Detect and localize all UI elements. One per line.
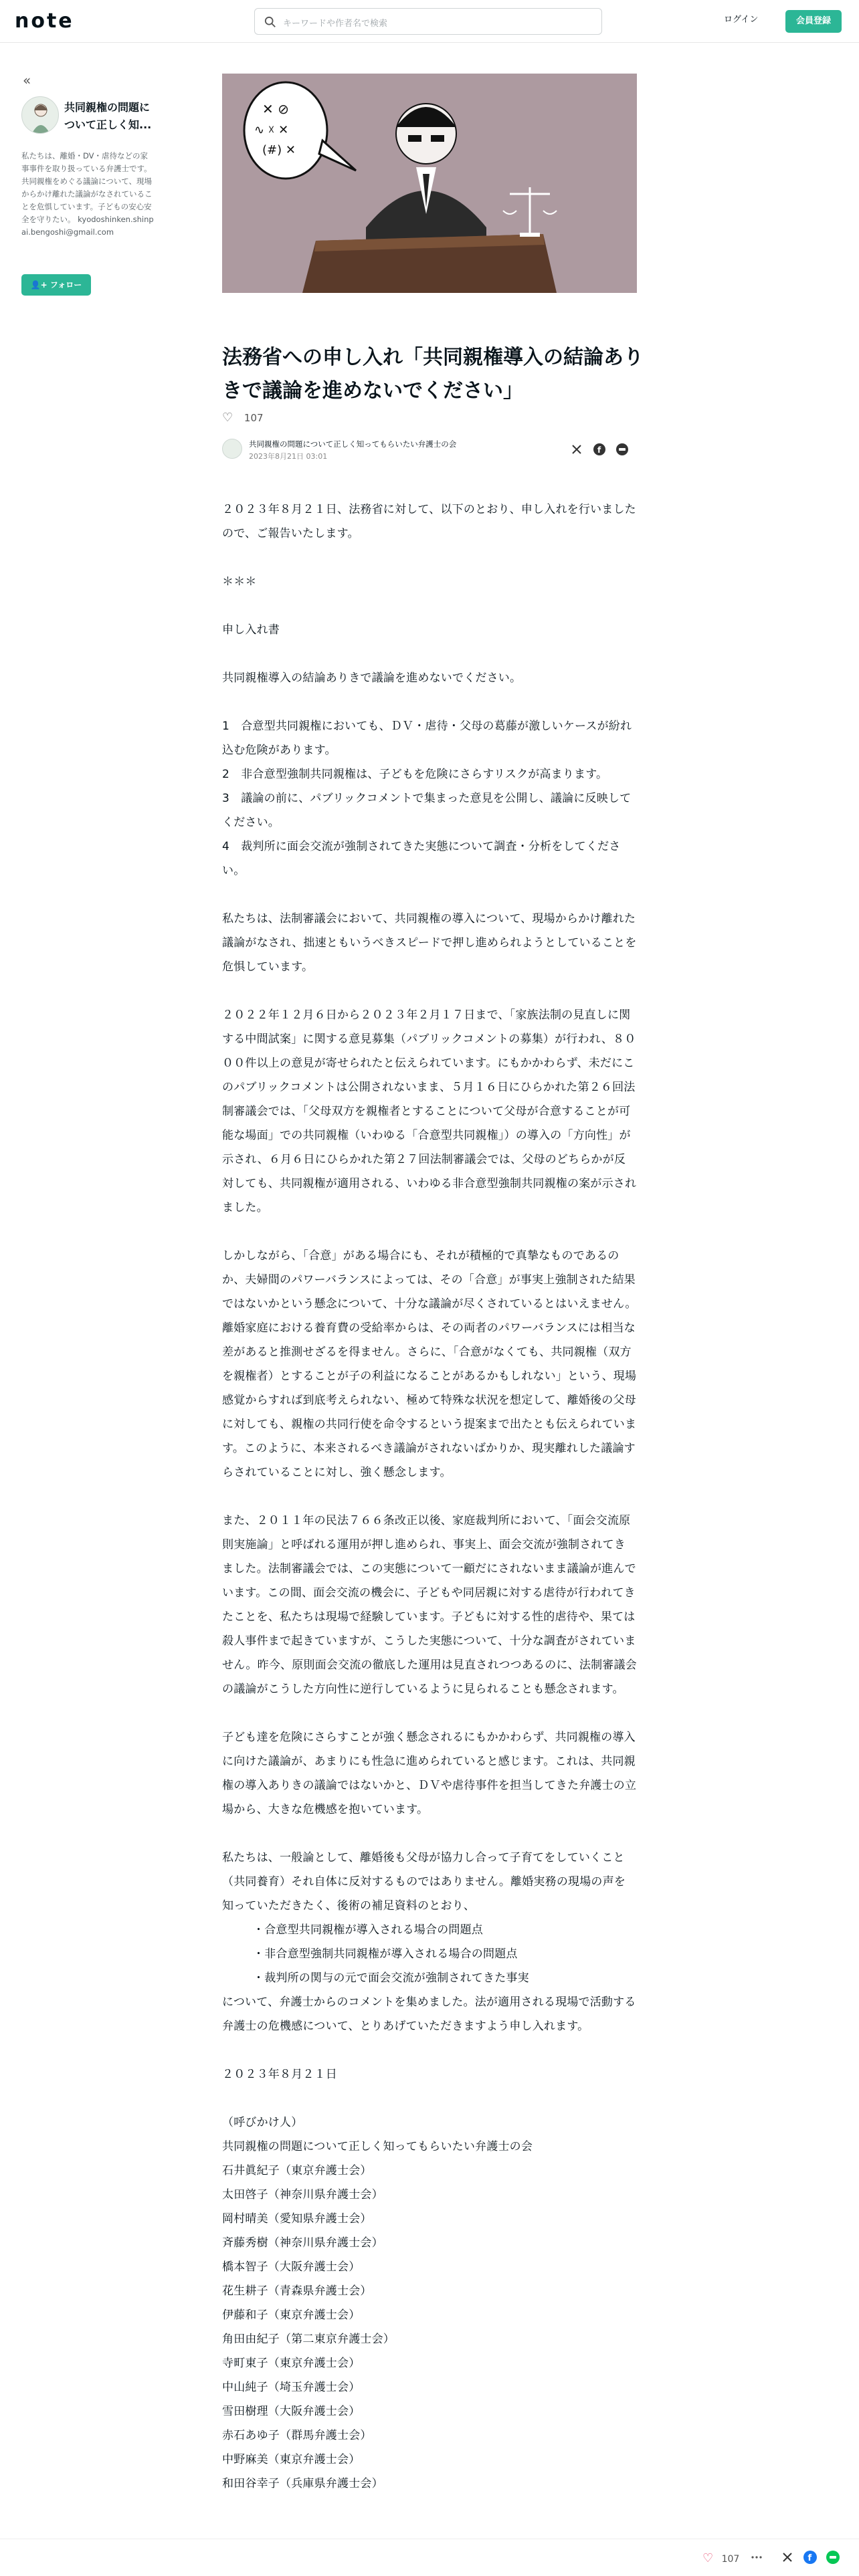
signatory-item: 角田由紀子（第二東京弁護士会） xyxy=(222,2333,395,2346)
like-count: 107 xyxy=(244,412,264,424)
avatar-illustration-icon xyxy=(22,97,59,134)
request-date: ２０２３年８月２１日 xyxy=(222,2068,337,2081)
group-name: 共同親権の問題について正しく知ってもらいたい弁護士の会 xyxy=(222,2140,533,2153)
signatory-item: 石井眞紀子（東京弁護士会） xyxy=(222,2164,372,2177)
body-paragraph: ２０２３年８月２１日、法務省に対して、以下のとおり、申し入れを行いましたので、ご報告いたします。 xyxy=(222,503,636,540)
login-button[interactable]: ログイン xyxy=(724,15,759,25)
line-share-icon[interactable] xyxy=(615,443,629,456)
svg-text:(#) ✕: (#) ✕ xyxy=(262,143,296,157)
publish-date: 2023年8月21日 03:01 xyxy=(249,452,328,461)
facebook-share-icon[interactable] xyxy=(593,443,606,456)
signatory-item: 中野麻美（東京弁護士会） xyxy=(222,2453,361,2466)
body-paragraph: 私たちは、一般論として、離婚後も父母が協力し合って子育てをしていくこと（共同養育）それ自体に反対するものではありません。離婚実務の現場の声を知っていただきたく、後術の補足資料のとおり、 xyxy=(222,1851,626,1913)
creator-avatar[interactable] xyxy=(21,96,59,134)
bottom-action-bar xyxy=(0,2539,859,2576)
x-share-icon[interactable] xyxy=(570,443,583,456)
signatory-item: 寺町東子（東京弁護士会） xyxy=(222,2357,361,2370)
follow-button[interactable] xyxy=(21,274,91,296)
list-item: 1 合意型共同親権においても、ＤＶ・虐待・父母の葛藤が激しいケースが紛れ込む危険があります。 xyxy=(222,720,632,757)
collapse-sidebar-icon[interactable]: « xyxy=(23,72,31,88)
creator-description: 私たちは、離婚・DV・虐待などの家事事件を取り扱っている弁護士です。共同親権をめぐる議論について、現場からかけ離れた議論がなされていることを危惧しています。子どもの安心安全を守りたい。 kyodoshinken.shinpai.bengoshi@gmail.com xyxy=(21,151,154,237)
body-paragraph: しかしながら、「合意」がある場合にも、それが積極的で真摯なものであるのか、夫婦間のパワーバランスによっては、その「合意」が事実上強制された結果ではないかという懸念について、十分な議論が尽くされているとはいえません。離婚家庭における養育費の受給率からは、その両者のパワーバランスには相当な差があると推測せざるを得ません。さらに、「合意がなくても、共同親権（双方を親権者）とすることが子の利益になることがあるかもしれない」という、現場感覚からすれば到底考えられない、極めて特殊な状況を想定して、離婚後の父母に対しても、親権の共同行使を命令するという提案まで出たとも伝えられています。このように、本来されるべき議論がされないばかりか、現実離れした議論すらされていることに対し、強く懸念します。 xyxy=(222,1249,637,1479)
body-paragraph: 申し入れ書 xyxy=(222,623,280,637)
signatory-item: 雪田樹理（大阪弁護士会） xyxy=(222,2405,361,2418)
separator-text: ＊＊＊ xyxy=(222,575,257,588)
author-name[interactable]: 共同親権の問題について正しく知ってもらいたい弁護士の会 xyxy=(249,439,457,449)
list-item: 3 議論の前に、パブリックコメントで集まった意見を公開し、議論に反映してください。 xyxy=(222,792,632,829)
signatory-block xyxy=(222,2111,637,2496)
signatory-item: 伊藤和子（東京弁護士会） xyxy=(222,2309,361,2322)
signup-button[interactable]: 会員登録 xyxy=(785,10,842,33)
list-item: 4 裁判所に面会交流が強制されてきた実態について調査・分析をしてください。 xyxy=(222,840,621,877)
top-navigation-bar xyxy=(0,0,859,43)
signatory-item: 赤石あゆ子（群馬弁護士会） xyxy=(222,2429,372,2442)
x-share-icon[interactable] xyxy=(780,2550,795,2565)
body-paragraph: また、２０１１年の民法７６６条改正以後、家庭裁判所において、「面会交流原則実施論」と呼ばれる運用が押し進められ、事実上、面会交流が強制されてきました。法制審議会では、この実態について一顧だにされないまま議論が進んでいます。この間、面会交流の機会に、子どもや同居親に対する虐待が行われてきたことを、私たちは現場で経験しています。子どもに対する性的虐待や、果ては殺人事件まで起きていますが、こうした実態について、十分な調査がされていません。昨今、原則面会交流の徹底した運用は見直されつつあるのに、法制審議会の議論がこうした方向性に逆行しているように見られることも懸念されます。 xyxy=(222,1514,637,1696)
creator-name[interactable]: 共同親権の問題について正しく知... xyxy=(64,101,152,131)
signatory-item: 太田啓子（神奈川県弁護士会） xyxy=(222,2188,383,2202)
list-item: ・非合意型強制共同親権が導入される場合の問題点 xyxy=(253,1947,518,1961)
author-row xyxy=(222,437,637,461)
body-paragraph: について、弁護士からのコメントを集めました。法が適用される現場で活動する弁護士の危機感について、とりあげていただきますよう申し入れます。 xyxy=(222,1996,636,2033)
article-title: 法務省への申し入れ「共同親権導入の結論ありきで議論を進めないでください」 xyxy=(222,346,644,403)
author-avatar[interactable] xyxy=(222,439,242,459)
svg-text:f: f xyxy=(597,445,601,455)
more-options-icon[interactable] xyxy=(749,2550,764,2565)
heart-icon[interactable]: ♡ xyxy=(702,2551,714,2565)
svg-text:✕ ⊘: ✕ ⊘ xyxy=(262,101,289,117)
follow-label: フォロー xyxy=(50,280,82,290)
article-body xyxy=(222,498,637,2496)
bottom-like-button[interactable] xyxy=(702,2551,739,2565)
caller-heading: （呼びかけ人） xyxy=(222,2116,303,2129)
body-paragraph: 共同親権導入の結論ありきで議論を進めないでください。 xyxy=(222,671,522,685)
body-paragraph: ２０２２年１２月６日から２０２３年２月１７日まで、「家族法制の見直しに関する中間試案」に関する意見募集（パブリックコメントの募集）が行われ、８０００件以上の意見が寄せられたと伝えられています。にもかかわらず、未だにこのパブリックコメントは公開されないまま、５月１６日にひらかれた第２６回法制審議会では、「父母双方を親権者とすることについて父母が合意することが可能な場面」での共同親権（いわゆる「合意型共同親権」）の導入の「方向性」が示され、６月６日にひらかれた第２７回法制審議会では、父母のどちらかが反対しても、共同親権が適用される、いわゆる非合意型強制共同親権の案が示されました。 xyxy=(222,1008,637,1214)
line-share-icon[interactable] xyxy=(826,2550,840,2565)
body-paragraph: 子ども達を危険にさらすことが強く懸念されるにもかかわらず、共同親権の導入に向けた議論が、あまりにも性急に進められていると感じます。これは、共同親権の導入ありきの議論ではないかと、ＤＶや虐待事件を担当してきた弁護士の立場から、大きな危機感を抱いています。 xyxy=(222,1731,637,1816)
request-list xyxy=(222,714,637,883)
lawyer-illustration-icon xyxy=(222,74,637,293)
body-paragraph: 私たちは、法制審議会において、共同親権の導入について、現場からかけ離れた議論がなされ、拙速ともいうべきスピードで押し進められようとしていることを危惧しています。 xyxy=(222,912,637,974)
facebook-share-icon[interactable] xyxy=(803,2550,818,2565)
list-item: 2 非合意型強制共同親権は、子どもを危険にさらすリスクが高まります。 xyxy=(222,768,608,781)
list-item: ・裁判所の関与の元で面会交流が強制されてきた事実 xyxy=(253,1971,529,1985)
note-logo[interactable]: note xyxy=(15,9,74,33)
svg-text:f: f xyxy=(807,2553,812,2563)
search-placeholder[interactable]: キーワードや作者名で検索 xyxy=(283,19,388,29)
search-icon xyxy=(264,16,276,28)
signatory-item: 花生耕子（青森県弁護士会） xyxy=(222,2284,372,2298)
heart-icon[interactable]: ♡ xyxy=(222,411,233,425)
article-hero-image xyxy=(222,74,637,293)
like-counter[interactable] xyxy=(222,411,264,425)
list-item: ・合意型共同親権が導入される場合の問題点 xyxy=(253,1923,483,1937)
signatory-item: 斉藤秀樹（神奈川県弁護士会） xyxy=(222,2236,383,2250)
svg-text:∿ ☓ ✕: ∿ ☓ ✕ xyxy=(254,123,289,137)
follow-user-icon: 👤+ xyxy=(30,280,47,290)
search-box[interactable] xyxy=(254,8,602,35)
signatory-item: 和田谷幸子（兵庫県弁護士会） xyxy=(222,2477,383,2490)
signatory-item: 岡村晴美（愛知県弁護士会） xyxy=(222,2212,372,2226)
signatory-item: 中山純子（埼玉弁護士会） xyxy=(222,2381,361,2394)
bottom-like-count: 107 xyxy=(721,2554,740,2565)
supplement-block xyxy=(222,1846,637,2038)
signatory-item: 橋本智子（大阪弁護士会） xyxy=(222,2260,361,2274)
